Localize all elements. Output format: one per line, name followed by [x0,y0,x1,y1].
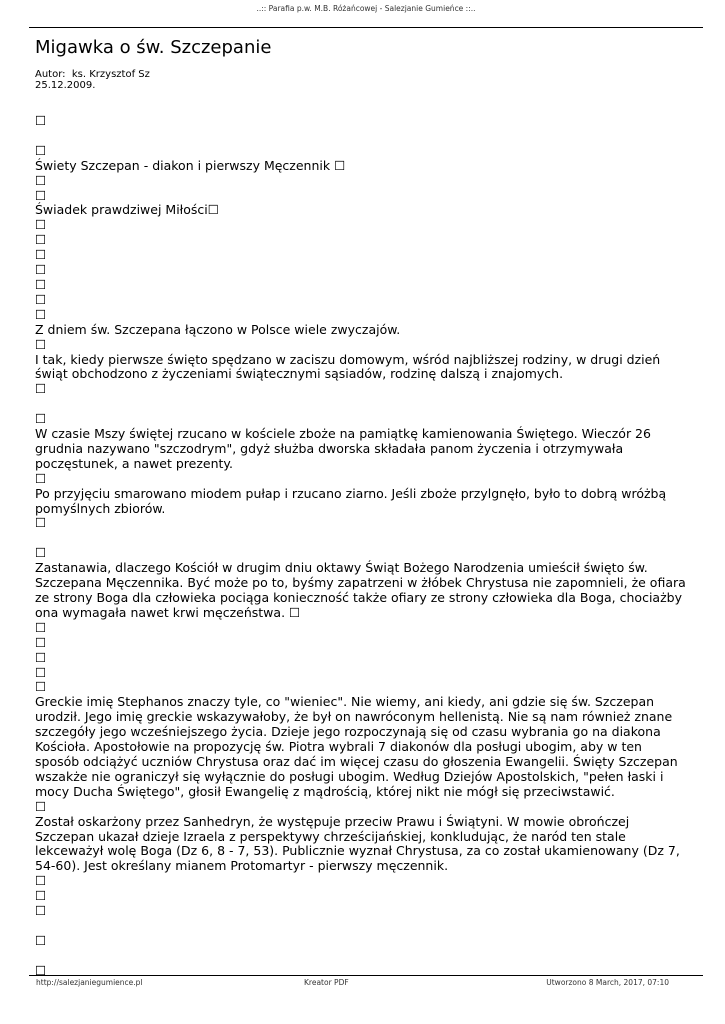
article-body: ☐ ☐ Świety Szczepan - diakon i pierwszy Męczennik ☐ ☐ ☐ Świadek prawdziwej Miłości☐ ☐ ☐ ☐ ☐ ☐ ☐ ☐ Z dniem św. Szczepana łączono w Polsce wiele zwyczajów. ☐ I tak, kiedy pierwsze święto spędzano w zaciszu domowym, wśród najbliższej rodziny, w drugi dzień świąt obchodzono z życzeniami świątecznymi sąsiadów, rodzinę dalszą i znajomych. ☐ ☐ W czasie Mszy świętej rzucano w kościele zboże na pamiątkę kamienowania Świętego. Wieczór 26 grudnia nazywano "szczodrym", gdyż służba dworska składała panom życzenia i otrzymywała poczęstunek, a nawet prezenty. ☐ Po przyjęciu smarowano miodem pułap i rzucano ziarno. Jeśli zboże przylgnęło, było to dobrą wróżbą pomyślnych zbiorów. ☐ ☐ Zastanawia, dlaczego Kościół w drugim dniu oktawy Świąt Bożego Narodzenia umieścił święto św. Szczepana Męczennika. Być może po to, byśmy zapatrzeni w żłóbek Chrystusa nie zapomnieli, że ofiara ze strony Boga dla człowieka pociąga konieczność także ofiary ze strony człowieka dla Boga, chociażby ona wymagała nawet krwi męczeństwa. ☐ ☐ ☐ ☐ ☐ ☐ Greckie imię Stephanos znaczy tyle, co "wieniec". Nie wiemy, ani kiedy, ani gdzie się św. Szczepan urodził. Jego imię greckie wskazywałoby, że był on nawróconym hellenistą. Nie są nam również znane szczegóły jego wcześniejszego życia. Dzieje jego rozpoczynają się od czasu wybrania go na diakona Kościoła. Apostołowie na propozycję św. Piotra wybrali 7 diakonów dla posługi ubogim, aby w ten sposób odciążyć uczniów Chrystusa oraz dać im więcej czasu do głoszenia Ewangelii. Święty Szczepan wszakże nie ograniczył się wyłącznie do posługi ubogim. Według Dziejów Apostolskich, "pełen łaski i mocy Ducha Świętego", głosił Ewangelię z mądrością, której nikt nie mógł się przeciwstawić. ☐ Został oskarżony przez Sanhedryn, że występuje przeciw Prawu i Świątyni. W mowie obrończej Szczepan ukazał dzieje Izraela z perspektywy chrześcijańskiej, konkludując, że naród ten stale lekceważył wolę Boga (Dz 6, 8 - 7, 53). Publicznie wyznał Chrystusa, za co został ukamienowany (Dz 7, 54-60). Jest określany mianem Protomartyr - pierwszy męczennik. ☐ ☐ ☐ ☐ ☐ [35,113,686,978]
author-line [35,69,150,80]
site-header-title: ..:: Parafia p.w. M.B. Różańcowej - Salezjanie Gumieńce ::.. [256,4,476,13]
footer-url: http://salezjaniegumience.pl [36,978,143,987]
footer-created: Utworzono 8 March, 2017, 07:10 [546,978,669,987]
footer-generator: Kreator PDF [304,978,349,987]
footer-divider [29,975,703,976]
article-title: Migawka o św. Szczepanie [35,37,272,58]
author-label: Autor: [35,69,66,80]
header-divider [29,27,703,28]
article-meta [35,69,150,91]
article-date: 25.12.2009. [35,80,96,91]
author-name: ks. Krzysztof Sz [71,69,150,80]
